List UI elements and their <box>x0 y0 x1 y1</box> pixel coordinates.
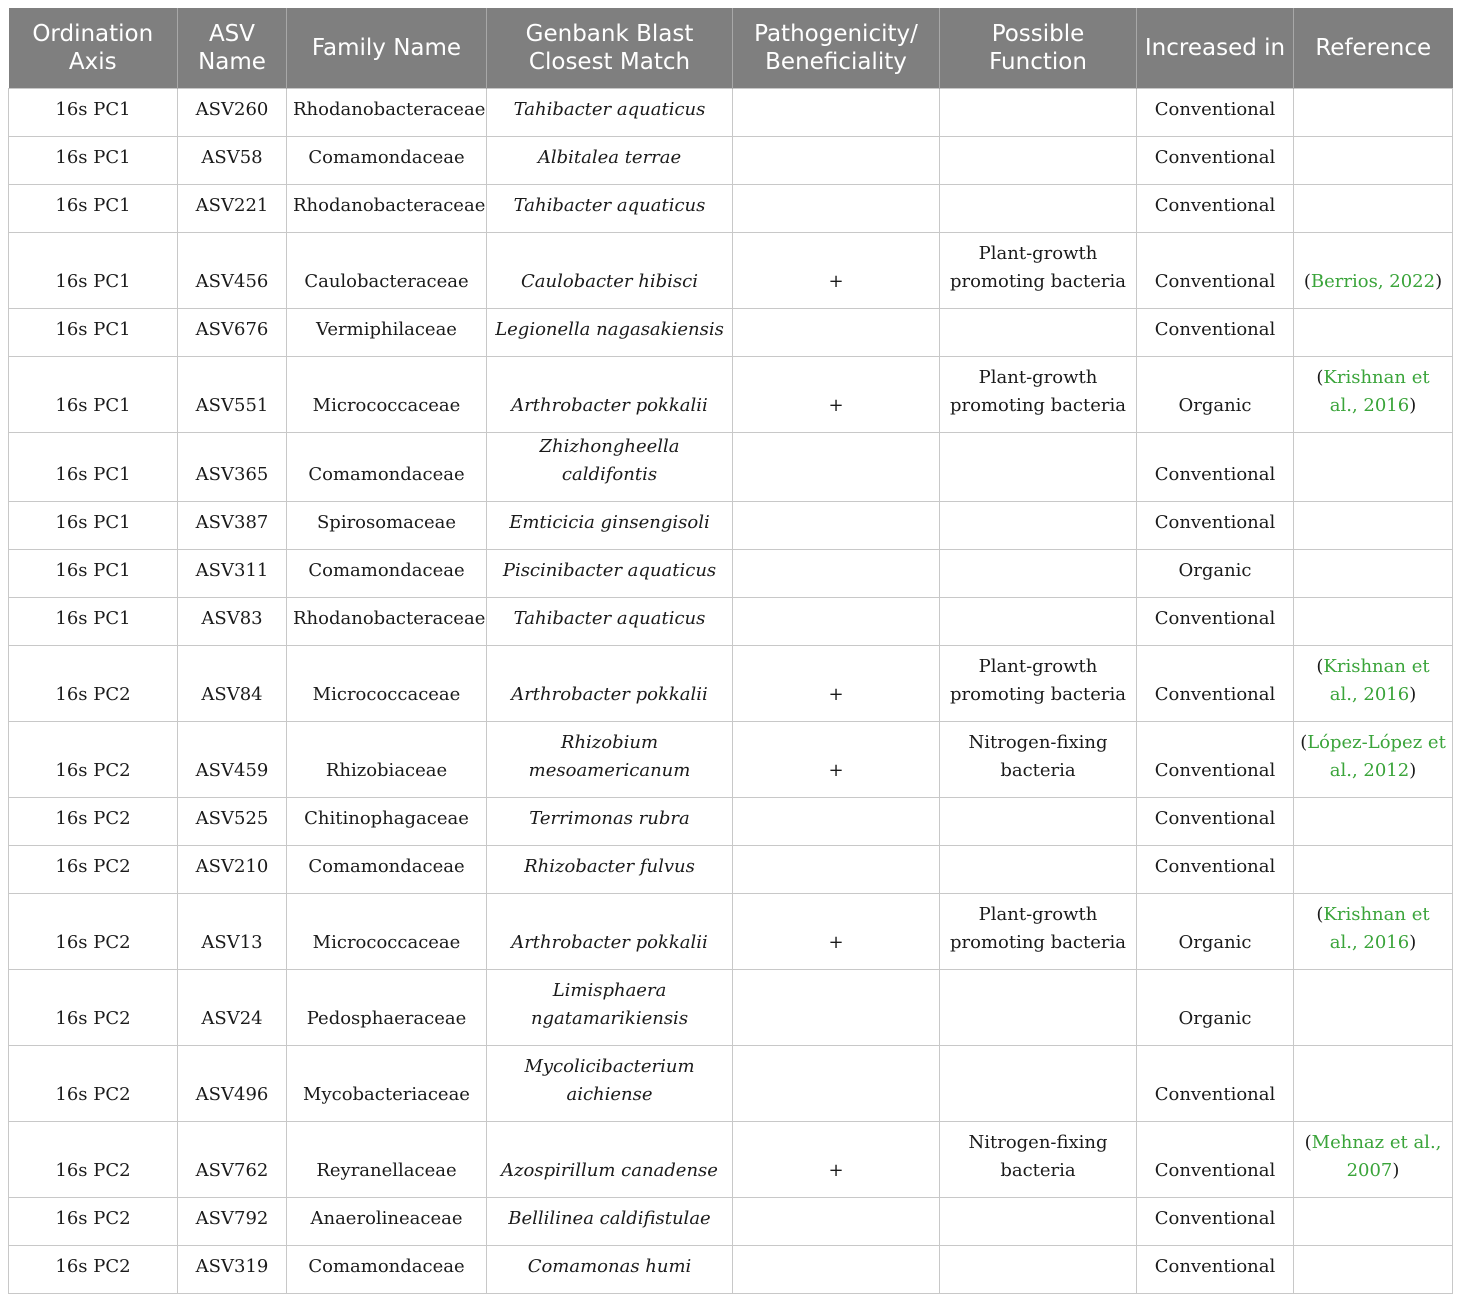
ref-open-paren: ( <box>1300 732 1308 753</box>
possible-function-cell <box>940 185 1137 233</box>
ordination-axis-cell: 16s PC1 <box>9 233 178 309</box>
ref-open-paren: ( <box>1316 656 1324 677</box>
possible-function-cell <box>940 598 1137 646</box>
pathogenicity-cell <box>733 970 940 1046</box>
family-name-cell: Spirosomaceae <box>287 502 487 550</box>
asv-name-cell: ASV210 <box>178 846 287 894</box>
ordination-axis-cell: 16s PC1 <box>9 433 178 502</box>
reference-cell <box>1294 137 1453 185</box>
increased-in-cell: Conventional <box>1137 185 1294 233</box>
pathogenicity-cell <box>733 185 940 233</box>
family-name-cell: Vermiphilaceae <box>287 309 487 357</box>
genbank-match-cell: Zhizhongheella caldifontis <box>487 433 733 502</box>
asv-name-cell: ASV319 <box>178 1246 287 1294</box>
table-row <box>9 185 1453 233</box>
asv-name-cell: ASV260 <box>178 89 287 137</box>
genbank-match-cell: Terrimonas rubra <box>487 798 733 846</box>
possible-function-cell <box>940 1246 1137 1294</box>
genbank-match-cell: Albitalea terrae <box>487 137 733 185</box>
table-row <box>9 1122 1453 1198</box>
genbank-match-cell: Tahibacter aquaticus <box>487 185 733 233</box>
increased-in-cell: Organic <box>1137 550 1294 598</box>
possible-function-cell: Plant-growth promoting bacteria <box>940 646 1137 722</box>
table-row <box>9 722 1453 798</box>
genbank-match-cell: Rhizobium mesoamericanum <box>487 722 733 798</box>
ref-close-paren: ) <box>1409 760 1417 781</box>
pathogenicity-cell <box>733 89 940 137</box>
genbank-match-cell: Caulobacter hibisci <box>487 233 733 309</box>
family-name-cell: Micrococcaceae <box>287 894 487 970</box>
family-name-cell: Anaerolineaceae <box>287 1198 487 1246</box>
asv-name-cell: ASV83 <box>178 598 287 646</box>
genbank-match-cell: Legionella nagasakiensis <box>487 309 733 357</box>
ref-open-paren: ( <box>1303 271 1311 292</box>
table-row <box>9 502 1453 550</box>
ordination-axis-cell: 16s PC2 <box>9 1046 178 1122</box>
asv-name-cell: ASV551 <box>178 357 287 433</box>
reference-cell <box>1294 89 1453 137</box>
table-row <box>9 970 1453 1046</box>
ref-open-paren: ( <box>1316 367 1324 388</box>
ordination-axis-cell: 16s PC1 <box>9 598 178 646</box>
table-row <box>9 798 1453 846</box>
increased-in-cell: Conventional <box>1137 89 1294 137</box>
header-reference: Reference <box>1294 8 1453 89</box>
pathogenicity-cell <box>733 798 940 846</box>
possible-function-cell <box>940 89 1137 137</box>
possible-function-cell: Plant-growth promoting bacteria <box>940 894 1137 970</box>
increased-in-cell: Conventional <box>1137 502 1294 550</box>
asv-name-cell: ASV84 <box>178 646 287 722</box>
asv-name-cell: ASV221 <box>178 185 287 233</box>
genbank-match-cell: Mycolicibacterium aichiense <box>487 1046 733 1122</box>
asv-name-cell: ASV365 <box>178 433 287 502</box>
family-name-cell: Rhodanobacteraceae <box>287 185 487 233</box>
table-row <box>9 89 1453 137</box>
table-row <box>9 846 1453 894</box>
pathogenicity-cell <box>733 846 940 894</box>
asv-name-cell: ASV762 <box>178 1122 287 1198</box>
ordination-axis-cell: 16s PC2 <box>9 1246 178 1294</box>
table-row <box>9 1246 1453 1294</box>
reference-cell <box>1294 309 1453 357</box>
ordination-axis-cell: 16s PC1 <box>9 89 178 137</box>
possible-function-cell: Nitrogen-fixing bacteria <box>940 722 1137 798</box>
reference-link[interactable]: Krishnan et al., 2016 <box>1323 656 1430 705</box>
reference-cell <box>1294 1198 1453 1246</box>
possible-function-cell: Nitrogen-fixing bacteria <box>940 1122 1137 1198</box>
reference-cell <box>1294 722 1453 798</box>
family-name-cell: Comamondaceae <box>287 550 487 598</box>
reference-cell <box>1294 185 1453 233</box>
header-ordination-axis: Ordination Axis <box>9 8 178 89</box>
reference-link[interactable]: Mehnaz et al., 2007 <box>1311 1132 1442 1181</box>
pathogenicity-cell <box>733 598 940 646</box>
genbank-match-cell: Arthrobacter pokkalii <box>487 894 733 970</box>
table-row <box>9 233 1453 309</box>
pathogenicity-cell <box>733 502 940 550</box>
increased-in-cell: Organic <box>1137 357 1294 433</box>
increased-in-cell: Organic <box>1137 970 1294 1046</box>
asv-name-cell: ASV311 <box>178 550 287 598</box>
ordination-axis-cell: 16s PC1 <box>9 550 178 598</box>
possible-function-cell <box>940 309 1137 357</box>
table-row <box>9 550 1453 598</box>
pathogenicity-cell: + <box>733 233 940 309</box>
genbank-match-cell: Arthrobacter pokkalii <box>487 357 733 433</box>
pathogenicity-cell: + <box>733 357 940 433</box>
genbank-match-cell: Rhizobacter fulvus <box>487 846 733 894</box>
increased-in-cell: Organic <box>1137 894 1294 970</box>
ordination-axis-cell: 16s PC1 <box>9 502 178 550</box>
reference-link[interactable]: Berrios, 2022 <box>1310 271 1436 292</box>
family-name-cell: Reyranellaceae <box>287 1122 487 1198</box>
increased-in-cell: Conventional <box>1137 137 1294 185</box>
possible-function-cell <box>940 846 1137 894</box>
possible-function-cell <box>940 1198 1137 1246</box>
ref-open-paren: ( <box>1304 1132 1312 1153</box>
possible-function-cell <box>940 502 1137 550</box>
ordination-axis-cell: 16s PC1 <box>9 357 178 433</box>
ref-close-paren: ) <box>1409 395 1417 416</box>
increased-in-cell: Conventional <box>1137 722 1294 798</box>
genbank-match-cell: Tahibacter aquaticus <box>487 89 733 137</box>
header-increased-in: Increased in <box>1137 8 1294 89</box>
reference-cell <box>1294 598 1453 646</box>
possible-function-cell: Plant-growth promoting bacteria <box>940 357 1137 433</box>
ref-close-paren: ) <box>1392 1160 1400 1181</box>
increased-in-cell: Conventional <box>1137 798 1294 846</box>
table-row <box>9 1198 1453 1246</box>
genbank-match-cell: Piscinibacter aquaticus <box>487 550 733 598</box>
increased-in-cell: Conventional <box>1137 598 1294 646</box>
possible-function-cell <box>940 1046 1137 1122</box>
ordination-axis-cell: 16s PC2 <box>9 1198 178 1246</box>
ordination-axis-cell: 16s PC2 <box>9 846 178 894</box>
family-name-cell: Rhizobiaceae <box>287 722 487 798</box>
increased-in-cell: Conventional <box>1137 433 1294 502</box>
asv-name-cell: ASV387 <box>178 502 287 550</box>
pathogenicity-cell <box>733 1046 940 1122</box>
table-row <box>9 598 1453 646</box>
header-family-name: Family Name <box>287 8 487 89</box>
pathogenicity-cell: + <box>733 894 940 970</box>
header-row <box>9 8 1453 89</box>
ref-close-paren: ) <box>1435 271 1443 292</box>
table-row <box>9 646 1453 722</box>
reference-cell <box>1294 502 1453 550</box>
ordination-axis-cell: 16s PC1 <box>9 137 178 185</box>
table-body <box>9 89 1453 1294</box>
pathogenicity-cell <box>733 137 940 185</box>
ref-open-paren: ( <box>1316 904 1324 925</box>
ordination-axis-cell: 16s PC2 <box>9 970 178 1046</box>
header-asv-name: ASV Name <box>178 8 287 89</box>
table-row <box>9 433 1453 502</box>
pathogenicity-cell: + <box>733 646 940 722</box>
reference-cell <box>1294 1122 1453 1198</box>
pathogenicity-cell: + <box>733 1122 940 1198</box>
pathogenicity-cell <box>733 1198 940 1246</box>
increased-in-cell: Conventional <box>1137 233 1294 309</box>
reference-cell <box>1294 433 1453 502</box>
ordination-axis-cell: 16s PC1 <box>9 309 178 357</box>
reference-link[interactable]: Krishnan et al., 2016 <box>1323 904 1430 953</box>
reference-link[interactable]: Krishnan et al., 2016 <box>1323 367 1430 416</box>
ordination-axis-cell: 16s PC2 <box>9 1122 178 1198</box>
table-row <box>9 137 1453 185</box>
header-possible-function: Possible Function <box>940 8 1137 89</box>
table-row <box>9 894 1453 970</box>
ordination-axis-cell: 16s PC2 <box>9 894 178 970</box>
genbank-match-cell: Emticicia ginsengisoli <box>487 502 733 550</box>
table-row <box>9 357 1453 433</box>
ref-close-paren: ) <box>1409 932 1417 953</box>
reference-cell <box>1294 550 1453 598</box>
asv-name-cell: ASV13 <box>178 894 287 970</box>
asv-name-cell: ASV58 <box>178 137 287 185</box>
asv-name-cell: ASV456 <box>178 233 287 309</box>
asv-name-cell: ASV459 <box>178 722 287 798</box>
increased-in-cell: Conventional <box>1137 846 1294 894</box>
ordination-axis-cell: 16s PC1 <box>9 185 178 233</box>
family-name-cell: Chitinophagaceae <box>287 798 487 846</box>
increased-in-cell: Conventional <box>1137 1122 1294 1198</box>
reference-cell <box>1294 798 1453 846</box>
family-name-cell: Mycobacteriaceae <box>287 1046 487 1122</box>
asv-table <box>8 8 1453 1294</box>
possible-function-cell <box>940 550 1137 598</box>
reference-cell <box>1294 970 1453 1046</box>
family-name-cell: Caulobacteraceae <box>287 233 487 309</box>
pathogenicity-cell: + <box>733 722 940 798</box>
family-name-cell: Pedosphaeraceae <box>287 970 487 1046</box>
reference-cell <box>1294 357 1453 433</box>
pathogenicity-cell <box>733 433 940 502</box>
genbank-match-cell: Bellilinea caldifistulae <box>487 1198 733 1246</box>
table-row <box>9 309 1453 357</box>
family-name-cell: Rhodanobacteraceae <box>287 598 487 646</box>
reference-cell <box>1294 233 1453 309</box>
family-name-cell: Micrococcaceae <box>287 357 487 433</box>
increased-in-cell: Conventional <box>1137 646 1294 722</box>
asv-name-cell: ASV792 <box>178 1198 287 1246</box>
genbank-match-cell: Azospirillum canadense <box>487 1122 733 1198</box>
increased-in-cell: Conventional <box>1137 1198 1294 1246</box>
family-name-cell: Micrococcaceae <box>287 646 487 722</box>
possible-function-cell <box>940 433 1137 502</box>
asv-name-cell: ASV525 <box>178 798 287 846</box>
reference-cell <box>1294 1246 1453 1294</box>
header-pathogenicity: Pathogenicity/ Beneficiality <box>733 8 940 89</box>
reference-cell <box>1294 894 1453 970</box>
ordination-axis-cell: 16s PC2 <box>9 722 178 798</box>
possible-function-cell <box>940 137 1137 185</box>
possible-function-cell <box>940 970 1137 1046</box>
header-genbank-match: Genbank Blast Closest Match <box>487 8 733 89</box>
pathogenicity-cell <box>733 550 940 598</box>
reference-cell <box>1294 1046 1453 1122</box>
asv-name-cell: ASV676 <box>178 309 287 357</box>
increased-in-cell: Conventional <box>1137 1246 1294 1294</box>
family-name-cell: Comamondaceae <box>287 1246 487 1294</box>
family-name-cell: Comamondaceae <box>287 846 487 894</box>
increased-in-cell: Conventional <box>1137 309 1294 357</box>
increased-in-cell: Conventional <box>1137 1046 1294 1122</box>
possible-function-cell <box>940 798 1137 846</box>
family-name-cell: Comamondaceae <box>287 433 487 502</box>
genbank-match-cell: Tahibacter aquaticus <box>487 598 733 646</box>
asv-name-cell: ASV496 <box>178 1046 287 1122</box>
pathogenicity-cell <box>733 309 940 357</box>
table-row <box>9 1046 1453 1122</box>
reference-link[interactable]: López-López et al., 2012 <box>1307 732 1446 781</box>
possible-function-cell: Plant-growth promoting bacteria <box>940 233 1137 309</box>
family-name-cell: Rhodanobacteraceae <box>287 89 487 137</box>
ordination-axis-cell: 16s PC2 <box>9 798 178 846</box>
reference-cell <box>1294 846 1453 894</box>
family-name-cell: Comamondaceae <box>287 137 487 185</box>
asv-name-cell: ASV24 <box>178 970 287 1046</box>
ref-close-paren: ) <box>1409 684 1417 705</box>
reference-cell <box>1294 646 1453 722</box>
genbank-match-cell: Limisphaera ngatamarikiensis <box>487 970 733 1046</box>
ordination-axis-cell: 16s PC2 <box>9 646 178 722</box>
genbank-match-cell: Arthrobacter pokkalii <box>487 646 733 722</box>
pathogenicity-cell <box>733 1246 940 1294</box>
genbank-match-cell: Comamonas humi <box>487 1246 733 1294</box>
